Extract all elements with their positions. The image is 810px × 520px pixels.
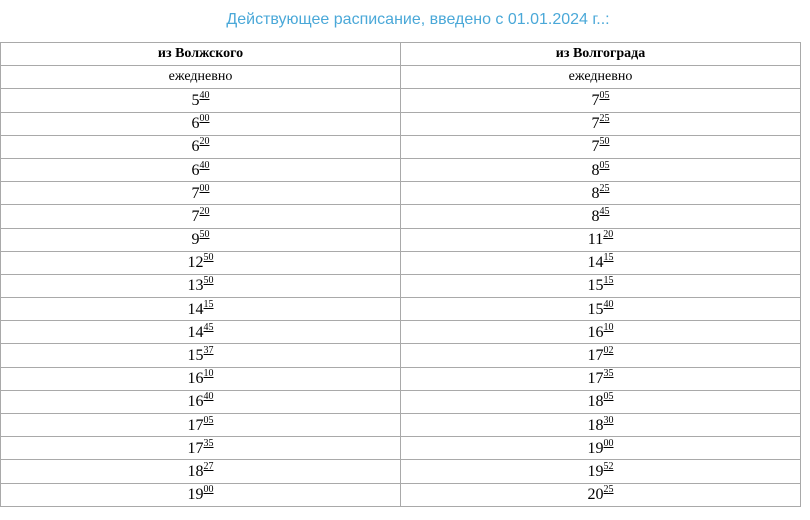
time-hours: 20 [587, 486, 604, 504]
time-hours: 15 [587, 277, 604, 295]
time-minutes: 27 [203, 460, 214, 472]
time-minutes: 15 [603, 275, 614, 287]
departure-time-cell [1, 367, 401, 390]
time-minutes: 00 [199, 113, 210, 125]
departure-time [188, 323, 214, 342]
time-hours: 18 [187, 462, 204, 480]
time-hours: 14 [187, 323, 204, 341]
departure-time [588, 346, 614, 365]
time-minutes: 20 [199, 205, 210, 217]
table-row [1, 414, 801, 437]
time-minutes: 20 [603, 229, 614, 241]
departure-time [188, 276, 214, 295]
time-minutes: 02 [603, 345, 614, 357]
departure-time [588, 462, 614, 481]
departure-time [592, 91, 610, 110]
time-minutes: 10 [603, 321, 614, 333]
departure-time-cell [1, 414, 401, 437]
departure-time [592, 207, 610, 226]
departure-time-cell [401, 251, 801, 274]
time-hours: 6 [191, 115, 200, 133]
time-hours: 14 [587, 254, 604, 272]
time-hours: 9 [191, 231, 200, 249]
table-row [1, 321, 801, 344]
departure-time [588, 230, 613, 249]
departure-time-cell [1, 460, 401, 483]
time-minutes: 25 [599, 113, 610, 125]
departure-time-cell [401, 228, 801, 251]
departure-time-cell [401, 321, 801, 344]
time-minutes: 40 [203, 391, 214, 403]
departure-time-cell [401, 367, 801, 390]
time-hours: 7 [591, 115, 600, 133]
time-minutes: 30 [603, 414, 614, 426]
time-hours: 17 [587, 370, 604, 388]
time-minutes: 15 [603, 252, 614, 264]
header-row [1, 43, 801, 66]
time-hours: 12 [187, 254, 204, 272]
time-minutes: 00 [199, 182, 210, 194]
table-row [1, 205, 801, 228]
departure-time-cell [401, 182, 801, 205]
time-hours: 8 [591, 184, 600, 202]
table-row [1, 437, 801, 460]
time-minutes: 05 [599, 159, 610, 171]
departure-time [192, 114, 210, 133]
departure-time-cell [1, 344, 401, 367]
time-minutes: 37 [203, 345, 214, 357]
departure-time [188, 392, 214, 411]
table-row [1, 483, 801, 506]
time-minutes: 35 [603, 368, 614, 380]
time-hours: 14 [187, 300, 204, 318]
table-row [1, 112, 801, 135]
time-minutes: 20 [199, 136, 210, 148]
departure-time [192, 230, 210, 249]
table-row [1, 89, 801, 112]
time-minutes: 25 [599, 182, 610, 194]
departure-time [588, 369, 614, 388]
time-minutes: 45 [203, 321, 214, 333]
time-minutes: 00 [203, 484, 214, 496]
schedule-heading: Действующее расписание, введено с 01.01.2024 г..: [226, 11, 610, 28]
departure-time-cell [1, 298, 401, 321]
time-minutes: 15 [203, 298, 214, 310]
frequency-from-volgograd: ежедневно [401, 66, 801, 89]
time-minutes: 40 [199, 89, 210, 101]
time-hours: 8 [591, 207, 600, 225]
time-hours: 7 [591, 138, 600, 156]
departure-time [588, 300, 614, 319]
time-minutes: 00 [603, 437, 614, 449]
time-hours: 11 [587, 231, 604, 249]
frequency-from-volzhsky: ежедневно [1, 66, 401, 89]
departure-time [188, 346, 214, 365]
departure-time-cell [1, 158, 401, 181]
table-row [1, 274, 801, 297]
table-row [1, 460, 801, 483]
departure-time [188, 369, 214, 388]
departure-time-cell [401, 205, 801, 228]
departure-time-cell [1, 228, 401, 251]
departure-time-cell [401, 390, 801, 413]
schedule-table [0, 42, 801, 507]
time-hours: 18 [587, 416, 604, 434]
departure-time [188, 439, 214, 458]
time-hours: 15 [587, 300, 604, 318]
departure-time-cell [1, 274, 401, 297]
table-row [1, 182, 801, 205]
departure-time-cell [1, 251, 401, 274]
time-minutes: 35 [203, 437, 214, 449]
departure-time-cell [1, 321, 401, 344]
time-minutes: 05 [603, 391, 614, 403]
table-row [1, 158, 801, 181]
time-hours: 17 [587, 347, 604, 365]
departure-time [588, 323, 614, 342]
time-hours: 19 [587, 462, 604, 480]
time-minutes: 05 [203, 414, 214, 426]
departure-time [188, 462, 214, 481]
frequency-row [1, 66, 801, 89]
time-minutes: 50 [203, 252, 214, 264]
time-hours: 5 [191, 91, 200, 109]
departure-time-cell [1, 390, 401, 413]
departure-time [588, 276, 614, 295]
time-hours: 7 [191, 207, 200, 225]
departure-time-cell [401, 483, 801, 506]
time-hours: 16 [587, 323, 604, 341]
time-hours: 16 [187, 393, 204, 411]
departure-time [588, 416, 614, 435]
departure-time-cell [401, 298, 801, 321]
time-hours: 17 [187, 416, 204, 434]
departure-time-cell [1, 205, 401, 228]
table-row [1, 251, 801, 274]
departure-time [188, 253, 214, 272]
time-hours: 17 [187, 439, 204, 457]
time-minutes: 50 [599, 136, 610, 148]
departure-time [588, 439, 614, 458]
time-hours: 15 [187, 347, 204, 365]
time-hours: 7 [591, 91, 600, 109]
departure-time [592, 137, 610, 156]
time-hours: 8 [591, 161, 600, 179]
departure-time [592, 184, 610, 203]
table-row [1, 390, 801, 413]
time-hours: 13 [187, 277, 204, 295]
departure-time-cell [401, 437, 801, 460]
table-row [1, 298, 801, 321]
departure-time [192, 161, 210, 180]
departure-time [188, 485, 214, 504]
departure-time-cell [401, 460, 801, 483]
departure-time [192, 91, 210, 110]
departure-time [588, 485, 614, 504]
departure-time-cell [1, 182, 401, 205]
departure-time-cell [1, 112, 401, 135]
time-hours: 19 [187, 486, 204, 504]
departure-time [588, 253, 614, 272]
departure-time-cell [1, 483, 401, 506]
table-row [1, 135, 801, 158]
time-hours: 19 [587, 439, 604, 457]
table-row [1, 228, 801, 251]
time-minutes: 40 [603, 298, 614, 310]
time-hours: 6 [191, 138, 200, 156]
column-header-from-volgograd: из Волгограда [401, 43, 801, 66]
departure-time [188, 300, 214, 319]
table-row [1, 344, 801, 367]
departure-time-cell [401, 135, 801, 158]
time-minutes: 50 [199, 229, 210, 241]
time-minutes: 45 [599, 205, 610, 217]
departure-time-cell [401, 414, 801, 437]
departure-time-cell [1, 135, 401, 158]
departure-time [192, 137, 210, 156]
time-hours: 6 [191, 161, 200, 179]
departure-time-cell [401, 89, 801, 112]
departure-time-cell [401, 274, 801, 297]
time-hours: 16 [187, 370, 204, 388]
time-minutes: 25 [603, 484, 614, 496]
departure-time-cell [1, 437, 401, 460]
departure-time-cell [401, 344, 801, 367]
table-row [1, 367, 801, 390]
departure-time [592, 161, 610, 180]
departure-time [588, 392, 614, 411]
time-minutes: 50 [203, 275, 214, 287]
time-minutes: 05 [599, 89, 610, 101]
departure-time [192, 184, 210, 203]
column-header-from-volzhsky: из Волжского [1, 43, 401, 66]
departure-time-cell [401, 158, 801, 181]
time-minutes: 10 [203, 368, 214, 380]
departure-time [192, 207, 210, 226]
time-minutes: 52 [603, 460, 614, 472]
time-hours: 18 [587, 393, 604, 411]
time-hours: 7 [191, 184, 200, 202]
time-minutes: 40 [199, 159, 210, 171]
departure-time [592, 114, 610, 133]
departure-time [188, 416, 214, 435]
departure-time-cell [1, 89, 401, 112]
departure-time-cell [401, 112, 801, 135]
